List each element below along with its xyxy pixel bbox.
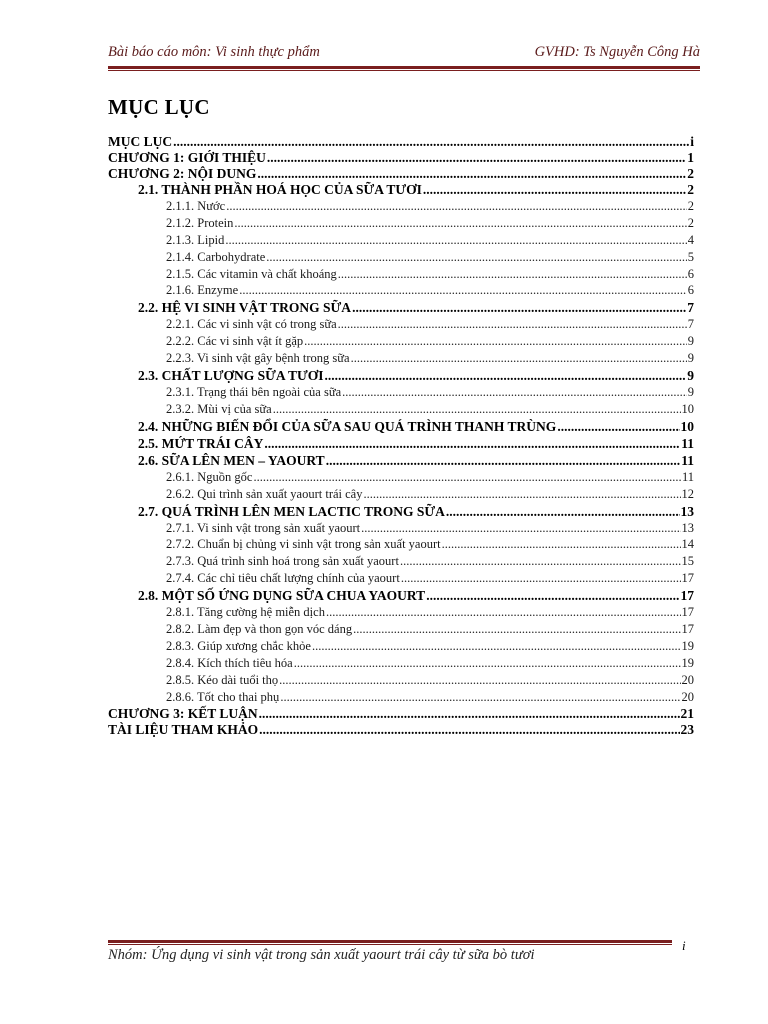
toc-entry-page: 17 [681,571,694,586]
toc-entry-page: 2 [687,182,694,197]
toc-entry-page: 17 [681,605,694,620]
header-advisor: GVHD: Ts Nguyễn Công Hà [534,44,700,60]
footer-rule-thick [108,940,672,943]
toc-entry[interactable] [108,351,694,368]
toc-dot-leader [280,690,680,705]
toc-dot-leader [225,233,686,248]
toc-entry-page: i [690,134,694,149]
toc-entry[interactable] [108,453,694,470]
toc-entry[interactable] [108,673,694,690]
toc-entry[interactable] [108,150,694,166]
toc-entry-page: 20 [681,672,694,687]
toc-entry-page: 6 [687,266,694,281]
toc-entry[interactable] [108,639,694,656]
toc-entry[interactable] [108,470,694,487]
toc-dot-leader [226,199,687,214]
toc-dot-leader [361,521,680,536]
toc-entry-title: 2.1.2. Protein [166,215,234,230]
toc-entry[interactable] [108,233,694,250]
toc-entry[interactable] [108,334,694,351]
toc-entry-title: 2.7.4. Các chỉ tiêu chất lượng chính của yaourt [166,571,400,586]
toc-entry-title: 2.6.2. Qui trình sản xuất yaourt trái cây [166,486,363,501]
header-rule-thin [108,70,700,71]
toc-dot-leader [442,537,681,552]
toc-entry[interactable] [108,588,694,605]
toc-dot-leader [304,334,687,349]
toc-entry-page: 2 [687,166,694,181]
toc-entry[interactable] [108,504,694,521]
toc-entry[interactable] [108,166,694,182]
toc-dot-leader [266,250,686,265]
toc-entry[interactable] [108,521,694,538]
toc-dot-leader [273,402,681,417]
toc-entry-page: 2 [687,215,694,230]
toc-entry[interactable] [108,283,694,300]
toc-entry-title: 2.3. CHẤT LƯỢNG SỮA TƯƠI [138,368,324,384]
toc-entry[interactable] [108,656,694,673]
toc-dot-leader [312,639,681,654]
toc-entry-title: 2.1.1. Nước [166,199,226,213]
toc-entry[interactable] [108,554,694,571]
toc-dot-leader [239,283,687,298]
toc-entry[interactable] [108,134,694,150]
toc-entry[interactable] [108,436,694,453]
toc-dot-leader [352,300,686,316]
toc-entry-title: 2.7.1. Vi sinh vật trong sản xuất yaourt [166,520,361,535]
toc-entry-page: 6 [687,283,694,298]
toc-entry-page: 23 [680,722,694,738]
toc-entry[interactable] [108,487,694,504]
toc-entry-page: 13 [681,520,694,535]
toc-entry-title: 2.8.5. Kéo dài tuổi thọ [166,672,279,687]
toc-entry-title: 2.8. MỘT SỐ ỨNG DỤNG SỮA CHUA YAOURT [138,588,426,604]
toc-entry-title: 2.2.2. Các vi sinh vật ít gặp [166,334,304,349]
toc-entry-title: CHƯƠNG 2: NỘI DUNG [108,166,257,181]
toc-entry[interactable] [108,706,694,722]
toc-entry-page: 11 [681,435,694,451]
toc-entry-page: 5 [687,249,694,264]
toc-entry-title: 2.8.4. Kích thích tiêu hóa [166,655,293,670]
toc-dot-leader [363,487,680,502]
toc-entry-title: TÀI LIỆU THAM KHẢO [108,722,259,738]
toc-entry-page: 14 [681,537,694,552]
page-title: MỤC LỤC [108,95,210,119]
toc-entry-title: 2.8.3. Giúp xương chắc khỏe [166,638,311,653]
toc-entry-title: 2.1.3. Lipid [166,232,225,247]
toc-entry-title: 2.7.2. Chuẩn bị chủng vi sinh vật trong sản xuất yaourt [166,537,441,552]
toc-dot-leader [253,470,681,485]
toc-entry-page: 17 [681,622,694,637]
toc-dot-leader [353,622,680,637]
toc-entry[interactable] [108,402,694,419]
toc-entry-page: 10 [681,401,694,416]
toc-entry[interactable] [108,605,694,622]
toc-entry[interactable] [108,622,694,639]
toc-entry-page: 4 [687,232,694,247]
toc-dot-leader [279,673,680,688]
toc-entry-title: 2.3.1. Trạng thái bên ngoài của sữa [166,385,342,400]
toc-entry[interactable] [108,317,694,334]
toc-entry-title: 2.2. HỆ VI SINH VẬT TRONG SỮA [138,300,352,316]
header-course: Bài báo cáo môn: Vi sinh thực phẩm [108,44,320,60]
toc-dot-leader [426,588,679,604]
toc-entry-title: 2.5. MỨT TRÁI CÂY [138,435,264,451]
toc-entry-page: 17 [680,588,694,604]
toc-entry[interactable] [108,182,694,199]
toc-dot-leader [401,571,681,586]
toc-entry-page: 12 [681,486,694,501]
toc-entry-title: 2.8.1. Tăng cường hệ miễn dịch [166,605,325,620]
toc-dot-leader [259,722,679,738]
toc-entry-page: 2 [687,199,694,213]
toc-entry-title: MỤC LỤC [108,134,173,149]
toc-dot-leader [351,351,687,366]
toc-entry[interactable] [108,216,694,233]
table-of-contents [108,134,694,738]
toc-dot-leader [400,554,681,569]
toc-entry-page: 7 [687,300,694,316]
toc-entry-title: 2.1.6. Enzyme [166,283,239,298]
page-number: i [682,938,686,953]
page-header [108,44,700,66]
toc-entry-title: 2.2.1. Các vi sinh vật có trong sữa [166,317,337,332]
toc-entry-page: 15 [681,554,694,569]
toc-entry[interactable] [108,419,694,436]
toc-dot-leader [234,216,686,231]
toc-entry-page: 9 [687,368,694,384]
toc-entry[interactable] [108,368,694,385]
toc-entry-page: 20 [681,689,694,704]
toc-dot-leader [342,385,687,400]
toc-entry[interactable] [108,571,694,588]
toc-entry-title: 2.4. NHỮNG BIẾN ĐỔI CỦA SỮA SAU QUÁ TRÌNH THANH TRÙNG [138,418,557,434]
toc-dot-leader [173,134,689,150]
toc-entry-title: 2.6. SỮA LÊN MEN – YAOURT [138,452,325,468]
toc-dot-leader [325,368,687,384]
toc-dot-leader [423,182,686,198]
footer-rule-thin [108,944,672,945]
toc-entry-page: 11 [681,452,694,468]
toc-entry-title: 2.8.2. Làm đẹp và thon gọn vóc dáng [166,622,353,637]
toc-dot-leader [326,605,681,620]
toc-entry-page: 9 [687,385,694,400]
toc-entry-title: CHƯƠNG 3: KẾT LUẬN [108,706,258,722]
toc-entry-title: 2.1.4. Carbohydrate [166,249,266,264]
toc-entry[interactable] [108,722,694,738]
toc-entry-page: 9 [687,351,694,366]
toc-entry-page: 19 [681,638,694,653]
toc-entry-title: 2.2.3. Vi sinh vật gây bệnh trong sữa [166,351,350,366]
toc-entry-title: 2.3.2. Mùi vị của sữa [166,401,272,416]
toc-dot-leader [338,317,687,332]
toc-entry-page: 19 [681,655,694,670]
toc-entry-page: 11 [681,469,694,484]
toc-entry-title: 2.6.1. Nguồn gốc [166,469,253,484]
toc-entry-title: 2.7. QUÁ TRÌNH LÊN MEN LACTIC TRONG SỮA [138,503,445,519]
toc-dot-leader [326,453,681,469]
toc-entry-title: 2.7.3. Quá trình sinh hoá trong sản xuất yaourt [166,554,399,569]
toc-entry-page: 10 [680,418,694,434]
toc-entry-title: 2.8.6. Tốt cho thai phụ [166,689,280,704]
toc-entry[interactable] [108,690,694,707]
toc-dot-leader [259,706,680,722]
toc-entry[interactable] [108,199,694,216]
toc-entry-title: CHƯƠNG 1: GIỚI THIỆU [108,150,266,165]
toc-entry-page: 7 [687,317,694,332]
toc-entry-page: 13 [680,503,694,519]
footer-text: Nhóm: Ứng dụng vi sinh vật trong sản xuất yaourt trái cây từ sữa bò tươi [108,947,535,963]
header-rule-thick [108,66,700,69]
toc-dot-leader [557,419,679,435]
toc-entry[interactable] [108,300,694,317]
toc-entry[interactable] [108,385,694,402]
toc-dot-leader [267,150,686,166]
toc-dot-leader [264,436,680,452]
toc-dot-leader [446,504,680,520]
toc-dot-leader [294,656,681,671]
toc-entry-title: 2.1.5. Các vitamin và chất khoáng [166,266,337,281]
toc-entry-title: 2.1. THÀNH PHẦN HOÁ HỌC CỦA SỮA TƯƠI [138,182,422,197]
toc-dot-leader [257,166,686,182]
toc-entry-page: 1 [687,150,694,165]
toc-entry[interactable] [108,267,694,284]
toc-entry-page: 9 [687,334,694,349]
toc-entry-page: 21 [680,706,694,722]
toc-entry[interactable] [108,537,694,554]
toc-dot-leader [338,267,687,282]
toc-entry[interactable] [108,250,694,267]
